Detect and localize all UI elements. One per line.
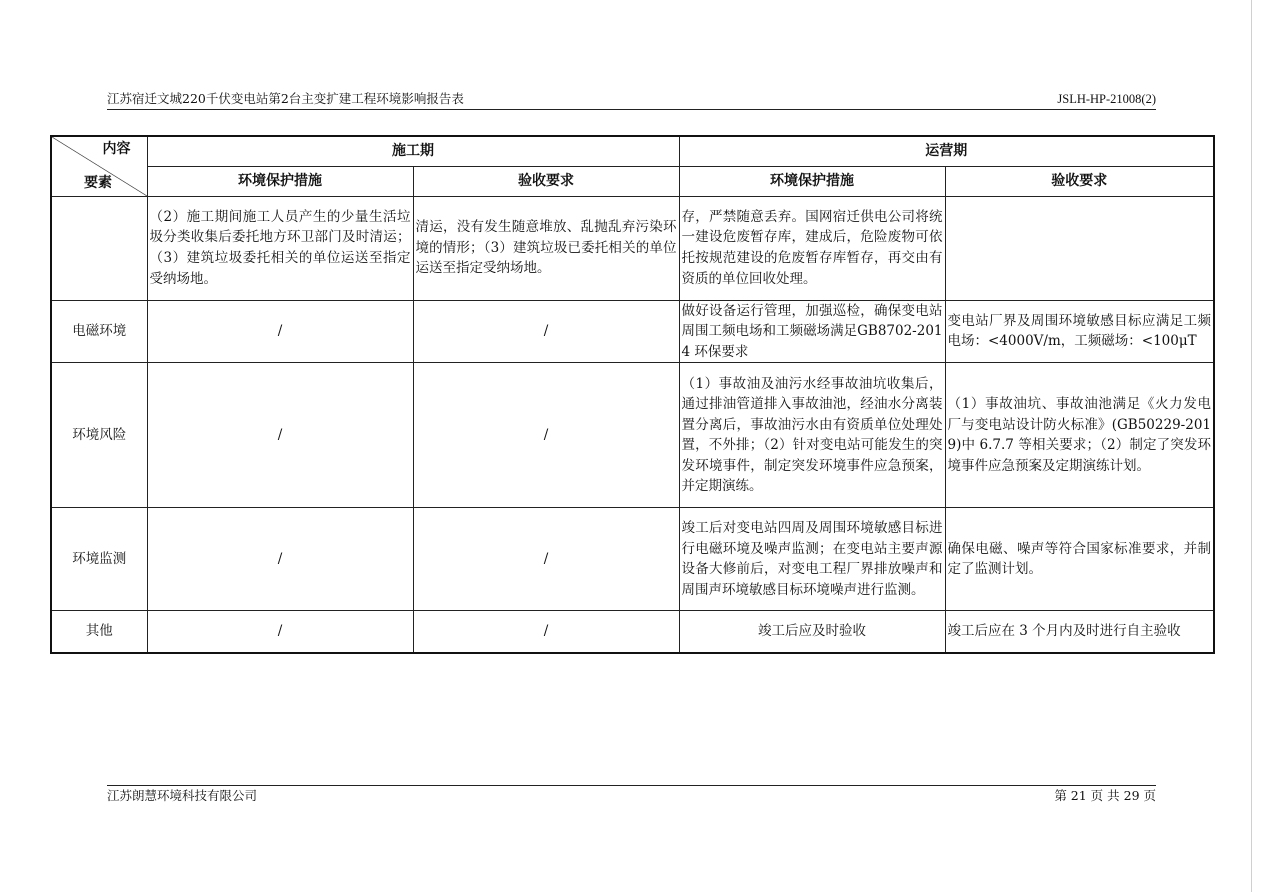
operation-acceptance-cell: [945, 196, 1214, 300]
construction-measures-header: 环境保护措施: [147, 166, 413, 196]
table-row: [51, 508, 1214, 611]
page-edge-line: [1251, 0, 1252, 892]
construction-acceptance-header: 验收要求: [413, 166, 679, 196]
construction-measures-cell: /: [147, 508, 413, 611]
page-number: 第 21 页 共 29 页: [1054, 788, 1156, 803]
operation-measures-cell: 存，严禁随意丢弃。国网宿迁供电公司将统一建设危废暂存库，建成后，危险废物可依托按规范建设的危废暂存库暂存，再交由有资质的单位回收处理。: [679, 196, 945, 300]
element-cell: 电磁环境: [51, 300, 147, 363]
table-row: [51, 363, 1214, 508]
construction-acceptance-cell: /: [413, 508, 679, 611]
element-cell: 环境风险: [51, 363, 147, 508]
environmental-measures-table: [50, 135, 1215, 654]
construction-acceptance-cell: 清运，没有发生随意堆放、乱抛乱弃污染环境的情形；（3）建筑垃圾已委托相关的单位运送至指定受纳场地。: [413, 196, 679, 300]
table-row: [51, 196, 1214, 300]
document-code: JSLH-HP-21008(2): [1057, 92, 1156, 106]
operation-acceptance-cell: 确保电磁、噪声等符合国家标准要求，并制定了监测计划。: [945, 508, 1214, 611]
operation-acceptance-header: 验收要求: [945, 166, 1214, 196]
element-cell: 其他: [51, 611, 147, 653]
construction-acceptance-cell: /: [413, 300, 679, 363]
operation-measures-cell: 做好设备运行管理，加强巡检，确保变电站周围工频电场和工频磁场满足GB8702-2014 环保要求: [679, 300, 945, 363]
operation-period-header: 运营期: [679, 136, 1214, 166]
construction-measures-cell: （2）施工期间施工人员产生的少量生活垃圾分类收集后委托地方环卫部门及时清运；（3）建筑垃圾委托相关的单位运送至指定受纳场地。: [147, 196, 413, 300]
operation-measures-header: 环境保护措施: [679, 166, 945, 196]
operation-measures-cell: 竣工后应及时验收: [679, 611, 945, 653]
construction-period-header: 施工期: [147, 136, 679, 166]
header-rule: [107, 109, 1156, 110]
element-cell: [51, 196, 147, 300]
operation-measures-cell: 竣工后对变电站四周及周围环境敏感目标进行电磁环境及噪声监测；在变电站主要声源设备大修前后，对变电工程厂界排放噪声和周围声环境敏感目标环境噪声进行监测。: [679, 508, 945, 611]
report-title: 江苏宿迁文城220千伏变电站第2台主变扩建工程环境影响报告表: [107, 91, 464, 106]
construction-measures-cell: /: [147, 300, 413, 363]
page-footer: [107, 787, 1156, 805]
page-header: [107, 90, 1156, 108]
construction-acceptance-cell: /: [413, 363, 679, 508]
table-row: [51, 611, 1214, 653]
footer-rule: [107, 785, 1156, 786]
operation-acceptance-cell: 竣工后应在 3 个月内及时进行自主验收: [945, 611, 1214, 653]
corner-label-element: 要素: [84, 174, 112, 191]
operation-acceptance-cell: 变电站厂界及周围环境敏感目标应满足工频电场：<4000V/m，工频磁场：<100μT: [945, 300, 1214, 363]
construction-measures-cell: /: [147, 363, 413, 508]
operation-acceptance-cell: （1）事故油坑、事故油池满足《火力发电厂与变电站设计防火标准》(GB50229-2019)中 6.7.7 等相关要求；（2）制定了突发环境事件应急预案及定期演练计划。: [945, 363, 1214, 508]
table-subheader-row: [51, 166, 1214, 196]
construction-acceptance-cell: /: [413, 611, 679, 653]
table-header-row: [51, 136, 1214, 166]
element-cell: 环境监测: [51, 508, 147, 611]
diagonal-header-cell: [51, 136, 147, 196]
company-name: 江苏朗慧环境科技有限公司: [107, 788, 258, 803]
operation-measures-cell: （1）事故油及油污水经事故油坑收集后，通过排油管道排入事故油池，经油水分离装置分离后，事故油污水由有资质单位处理处置，不外排；（2）针对变电站可能发生的突发环境事件，制定突发环境事件应急预案，并定期演练。: [679, 363, 945, 508]
table-row: [51, 300, 1214, 363]
construction-measures-cell: /: [147, 611, 413, 653]
corner-label-content: 内容: [102, 141, 131, 157]
